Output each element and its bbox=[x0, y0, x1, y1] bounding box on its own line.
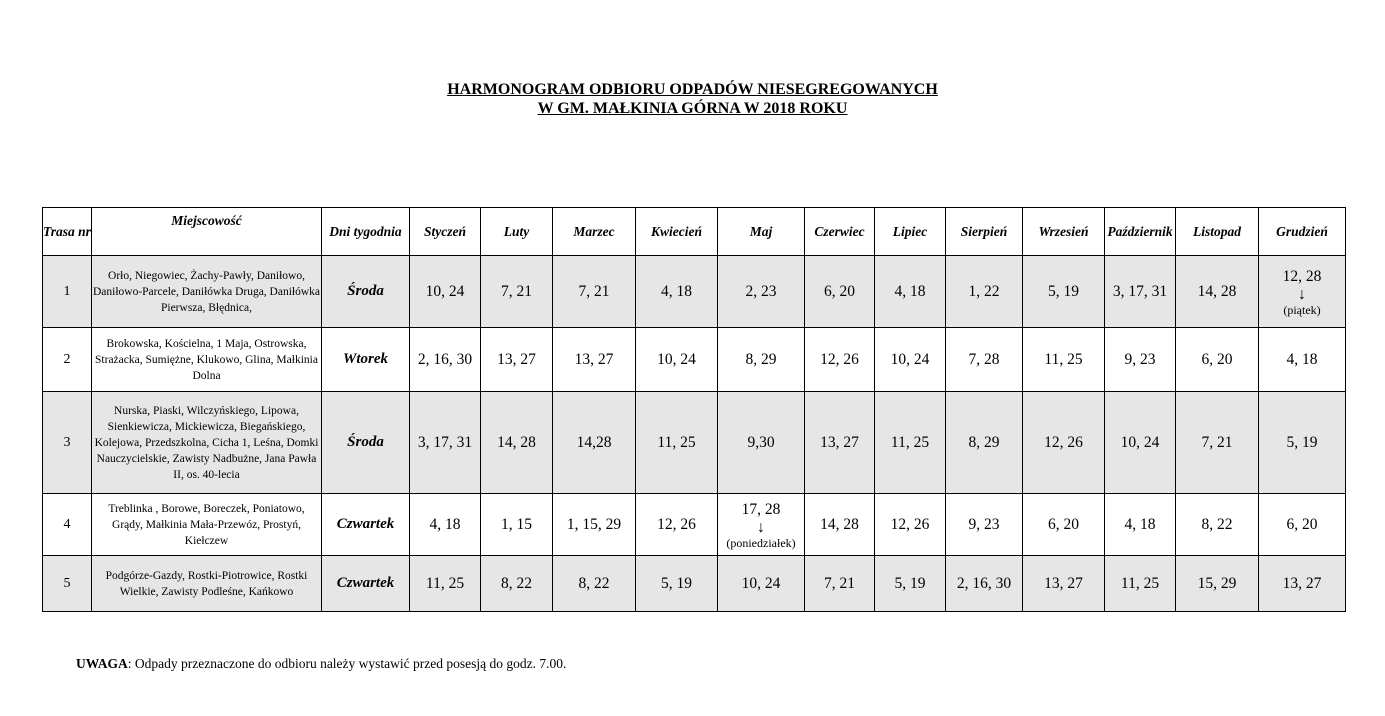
table-row bbox=[43, 256, 1346, 328]
date-value: 10, 24 bbox=[741, 574, 781, 592]
date-value: 11, 25 bbox=[1120, 574, 1160, 592]
date-cell bbox=[1176, 392, 1259, 494]
date-value: 12, 28 bbox=[1282, 267, 1322, 285]
date-value: 12, 26 bbox=[1044, 433, 1083, 451]
date-cell bbox=[1176, 256, 1259, 328]
date-value: 4, 18 bbox=[1124, 515, 1156, 533]
header-month: Grudzień bbox=[1259, 208, 1346, 256]
date-cell bbox=[636, 556, 718, 612]
header-places: Miejscowość bbox=[92, 208, 322, 256]
date-cell bbox=[805, 256, 875, 328]
date-value: 7, 21 bbox=[824, 574, 855, 592]
date-value: 10, 24 bbox=[1120, 433, 1160, 451]
date-value: 10, 24 bbox=[890, 350, 930, 368]
places-cell: Brokowska, Kościelna, 1 Maja, Ostrowska, Strażacka, Sumiężne, Klukowo, Glina, Małkinia Dolna bbox=[92, 328, 322, 392]
footnote bbox=[76, 656, 566, 672]
weekday-cell: Środa bbox=[322, 256, 410, 328]
date-value: 2, 16, 30 bbox=[956, 574, 1012, 592]
route-number-cell: 5 bbox=[43, 556, 92, 612]
schedule-table bbox=[42, 207, 1346, 612]
header-month: Czerwiec bbox=[805, 208, 875, 256]
date-cell bbox=[1176, 328, 1259, 392]
date-value: 8, 22 bbox=[501, 574, 532, 592]
places-cell: Podgórze-Gazdy, Rostki-Piotrowice, Rostki Wielkie, Zawisty Podleśne, Kańkowo bbox=[92, 556, 322, 612]
date-cell bbox=[875, 494, 946, 556]
date-cell bbox=[410, 256, 481, 328]
date-value: 5, 19 bbox=[1286, 433, 1318, 451]
date-cell bbox=[805, 494, 875, 556]
table-row bbox=[43, 494, 1346, 556]
date-cell bbox=[805, 392, 875, 494]
date-cell bbox=[946, 328, 1023, 392]
date-cell bbox=[946, 556, 1023, 612]
places-cell: Nurska, Piaski, Wilczyńskiego, Lipowa, Sienkiewicza, Mickiewicza, Biegańskiego, Kolejowa, Przedszkolna, Cicha 1, Leśna, Domki Nauczycielskie, Zawisty Nadbużne, Jana Pawła II, os. 40-lecia bbox=[92, 392, 322, 494]
date-cell bbox=[1176, 494, 1259, 556]
date-cell bbox=[481, 256, 553, 328]
date-value: 11, 25 bbox=[890, 433, 930, 451]
down-arrow-icon: ↓ bbox=[1298, 285, 1306, 303]
date-cell bbox=[553, 328, 636, 392]
date-cell bbox=[1259, 256, 1346, 328]
date-cell bbox=[553, 494, 636, 556]
route-number-cell: 4 bbox=[43, 494, 92, 556]
header-month: Sierpień bbox=[946, 208, 1023, 256]
date-cell bbox=[410, 328, 481, 392]
date-value: 10, 24 bbox=[425, 282, 465, 300]
places-cell: Orło, Niegowiec, Żachy-Pawły, Daniłowo, Daniłowo-Parcele, Daniłówka Druga, Daniłówka Pierwsza, Błędnica, bbox=[92, 256, 322, 328]
date-value: 13, 27 bbox=[1282, 574, 1322, 592]
date-value: 1, 15, 29 bbox=[566, 515, 622, 533]
date-value: 11, 25 bbox=[425, 574, 465, 592]
date-cell bbox=[718, 494, 805, 556]
date-value: 12, 26 bbox=[890, 515, 930, 533]
date-value: 6, 20 bbox=[1201, 350, 1233, 368]
date-cell bbox=[805, 556, 875, 612]
date-cell bbox=[1259, 494, 1346, 556]
date-cell bbox=[946, 256, 1023, 328]
date-value: 15, 29 bbox=[1197, 574, 1237, 592]
date-value: 1, 15 bbox=[501, 515, 532, 533]
header-month: Lipiec bbox=[875, 208, 946, 256]
date-value: 2, 16, 30 bbox=[417, 350, 473, 368]
date-value: 8, 22 bbox=[578, 574, 610, 592]
date-value: 4, 18 bbox=[661, 282, 692, 300]
date-cell bbox=[1023, 392, 1105, 494]
date-value: 7, 21 bbox=[501, 282, 532, 300]
date-cell bbox=[410, 392, 481, 494]
header-month: Marzec bbox=[553, 208, 636, 256]
document-title bbox=[0, 80, 1385, 118]
date-value: 14, 28 bbox=[820, 515, 859, 533]
date-value: 11, 25 bbox=[1044, 350, 1083, 368]
route-number-cell: 2 bbox=[43, 328, 92, 392]
date-cell bbox=[875, 556, 946, 612]
date-value: 12, 26 bbox=[820, 350, 859, 368]
date-cell bbox=[875, 328, 946, 392]
date-cell bbox=[1259, 392, 1346, 494]
date-cell bbox=[1105, 392, 1176, 494]
date-cell bbox=[805, 328, 875, 392]
table-row bbox=[43, 392, 1346, 494]
title-line-2: W GM. MAŁKINIA GÓRNA W 2018 ROKU bbox=[537, 100, 848, 117]
date-cell bbox=[1023, 556, 1105, 612]
date-note: (poniedziałek) bbox=[726, 535, 796, 550]
date-value: 7, 21 bbox=[578, 282, 610, 300]
weekday-cell: Wtorek bbox=[322, 328, 410, 392]
date-cell bbox=[875, 256, 946, 328]
header-nr: Trasa nr bbox=[43, 208, 92, 256]
date-cell bbox=[718, 556, 805, 612]
date-cell bbox=[553, 256, 636, 328]
date-value: 6, 20 bbox=[824, 282, 855, 300]
date-cell bbox=[1023, 494, 1105, 556]
date-cell bbox=[481, 328, 553, 392]
date-cell bbox=[481, 392, 553, 494]
date-value: 12, 26 bbox=[657, 515, 696, 533]
date-cell bbox=[553, 392, 636, 494]
date-value: 3, 17, 31 bbox=[1112, 282, 1168, 300]
date-value: 14, 28 bbox=[497, 433, 536, 451]
header-month: Listopad bbox=[1176, 208, 1259, 256]
date-value: 8, 29 bbox=[745, 350, 777, 368]
date-value: 5, 19 bbox=[894, 574, 926, 592]
route-number-cell: 1 bbox=[43, 256, 92, 328]
date-cell bbox=[636, 494, 718, 556]
date-value: 9, 23 bbox=[1124, 350, 1156, 368]
date-cell bbox=[1105, 256, 1176, 328]
date-value: 7, 28 bbox=[968, 350, 1000, 368]
weekday-cell: Czwartek bbox=[322, 494, 410, 556]
date-cell bbox=[553, 556, 636, 612]
date-cell bbox=[1259, 556, 1346, 612]
header-row bbox=[43, 208, 1346, 256]
date-cell bbox=[1176, 556, 1259, 612]
header-month: Kwiecień bbox=[636, 208, 718, 256]
header-month: Październik bbox=[1105, 208, 1176, 256]
date-cell bbox=[718, 328, 805, 392]
date-cell bbox=[481, 494, 553, 556]
date-value: 13, 27 bbox=[1044, 574, 1083, 592]
date-cell bbox=[1105, 556, 1176, 612]
date-cell bbox=[636, 256, 718, 328]
date-value: 13, 27 bbox=[497, 350, 536, 368]
date-cell bbox=[410, 494, 481, 556]
date-cell bbox=[1105, 328, 1176, 392]
date-cell bbox=[410, 556, 481, 612]
date-value: 8, 22 bbox=[1201, 515, 1233, 533]
date-value: 13, 27 bbox=[820, 433, 859, 451]
footnote-text: : Odpady przeznaczone do odbioru należy wystawić przed posesją do godz. 7.00. bbox=[127, 656, 567, 671]
date-cell bbox=[1105, 494, 1176, 556]
date-cell bbox=[718, 392, 805, 494]
date-value: 10, 24 bbox=[657, 350, 696, 368]
date-cell bbox=[636, 392, 718, 494]
date-value: 6, 20 bbox=[1286, 515, 1318, 533]
date-cell bbox=[1259, 328, 1346, 392]
date-cell bbox=[875, 392, 946, 494]
date-value: 5, 19 bbox=[1048, 282, 1079, 300]
date-cell bbox=[718, 256, 805, 328]
weekday-cell: Środa bbox=[322, 392, 410, 494]
date-value: 7, 21 bbox=[1201, 433, 1233, 451]
date-value: 4, 18 bbox=[429, 515, 461, 533]
date-value: 14, 28 bbox=[1197, 282, 1237, 300]
header-day: Dni tygodnia bbox=[322, 208, 410, 256]
date-cell bbox=[481, 556, 553, 612]
date-note: (piątek) bbox=[1283, 302, 1321, 317]
date-value: 11, 25 bbox=[657, 433, 696, 451]
date-value: 13, 27 bbox=[574, 350, 614, 368]
date-value: 14,28 bbox=[576, 433, 612, 451]
header-month: Styczeń bbox=[410, 208, 481, 256]
date-value: 4, 18 bbox=[1286, 350, 1318, 368]
weekday-cell: Czwartek bbox=[322, 556, 410, 612]
date-value: 2, 23 bbox=[745, 282, 777, 300]
date-cell bbox=[636, 328, 718, 392]
route-number-cell: 3 bbox=[43, 392, 92, 494]
date-value: 3, 17, 31 bbox=[417, 433, 473, 451]
date-value: 17, 28 bbox=[741, 500, 781, 518]
places-cell: Treblinka , Borowe, Boreczek, Poniatowo, Grądy, Małkinia Mała-Przewóz, Prostyń, Kiełczew bbox=[92, 494, 322, 556]
footnote-label: UWAGA bbox=[76, 656, 128, 671]
date-cell bbox=[946, 392, 1023, 494]
header-month: Maj bbox=[718, 208, 805, 256]
table-row bbox=[43, 328, 1346, 392]
header-month: Wrzesień bbox=[1023, 208, 1105, 256]
date-value: 1, 22 bbox=[968, 282, 1000, 300]
date-value: 4, 18 bbox=[894, 282, 926, 300]
date-value: 9, 23 bbox=[968, 515, 1000, 533]
date-cell bbox=[946, 494, 1023, 556]
date-cell bbox=[1023, 256, 1105, 328]
date-cell bbox=[1023, 328, 1105, 392]
date-value: 5, 19 bbox=[661, 574, 692, 592]
date-value: 6, 20 bbox=[1048, 515, 1079, 533]
down-arrow-icon: ↓ bbox=[757, 518, 765, 536]
header-month: Luty bbox=[481, 208, 553, 256]
title-line-1: HARMONOGRAM ODBIORU ODPADÓW NIESEGREGOWANYCH bbox=[447, 81, 938, 98]
date-value: 8, 29 bbox=[968, 433, 1000, 451]
date-value: 9,30 bbox=[747, 433, 775, 451]
table-row bbox=[43, 556, 1346, 612]
